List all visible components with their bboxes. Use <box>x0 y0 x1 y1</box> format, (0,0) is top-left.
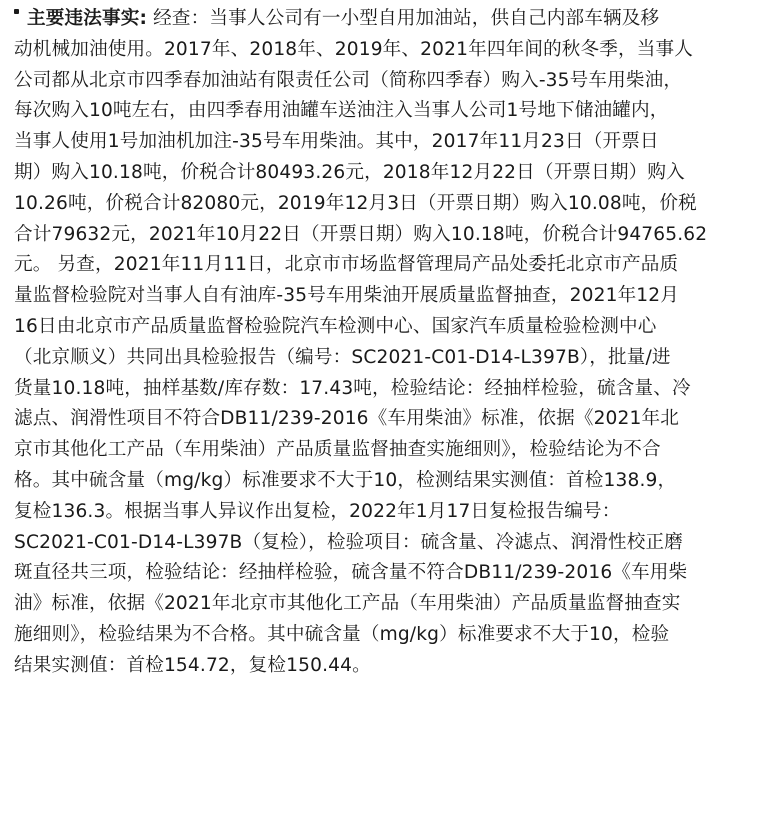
text-line-17: 复检136.3。根据当事人异议作出复检，2022年1月17日复检报告编号： <box>14 500 621 522</box>
text-line-13: 货量10.18吨，抽样基数/库存数：17.43吨，检验结论：经抽样检验，硫含量、冷 <box>14 377 691 399</box>
text-line-10: 量监督检验院对当事人自有油库-35号车用柴油开展质量监督抽查，2021年12月 <box>14 285 680 307</box>
text-line-3: 公司都从北京市四季春加油站有限责任公司（简称四季春）购入-35号车用柴油， <box>14 69 683 91</box>
bullet-icon <box>14 9 19 14</box>
text-line-18: SC2021-C01-D14-L397B（复检），检验项目：硫含量、冷滤点、润滑性校正磨 <box>14 531 684 553</box>
text-line-5: 当事人使用1号加油机加注-35号车用柴油。其中，2017年11月23日（开票日 <box>14 131 659 153</box>
text-line-15: 京市其他化工产品（车用柴油）产品质量监督抽查实施细则》，检验结论为不合 <box>14 439 661 461</box>
text-line-11: 16日由北京市产品质量监督检验院汽车检测中心、国家汽车质量检验检测中心 <box>14 315 657 337</box>
text-line-20: 油》标准，依据《2021年北京市其他化工产品（车用柴油）产品质量监督抽查实 <box>14 593 681 615</box>
violation-facts-paragraph <box>14 4 766 682</box>
text-line-9: 元。 另查，2021年11月11日，北京市市场监督管理局产品处委托北京市产品质 <box>14 254 679 276</box>
text-line-8: 合计79632元，2021年10月22日（开票日期）购入10.18吨，价税合计94765.62 <box>14 223 708 245</box>
text-line-4: 每次购入10吨左右，由四季春用油罐车送油注入当事人公司1号地下储油罐内， <box>14 100 669 122</box>
text-line-14: 滤点、润滑性项目不符合DB11/239-2016《车用柴油》标准，依据《2021年北 <box>14 408 679 430</box>
text-line-16: 格。其中硫含量（mg/kg）标准要求不大于10，检测结果实测值：首检138.9， <box>14 469 677 491</box>
text-line-1 <box>14 4 766 35</box>
text-line-7: 10.26吨，价税合计82080元，2019年12月3日（开票日期）购入10.08吨，价税 <box>14 192 697 214</box>
text-line-2: 动机械加油使用。2017年、2018年、2019年、2021年四年间的秋冬季，当事人 <box>14 38 694 60</box>
text-line-19: 斑直径共三项，检验结论：经抽样检验，硫含量不符合DB11/239-2016《车用柴 <box>14 562 688 584</box>
text-line-22: 结果实测值：首检154.72，复检150.44。 <box>14 654 371 676</box>
text-line-6: 期）购入10.18吨，价税合计80493.26元，2018年12月22日（开票日期）购入 <box>14 161 685 183</box>
text-line-12: （北京顺义）共同出具检验报告（编号：SC2021-C01-D14-L397B），批量/进 <box>14 346 671 368</box>
section-label: 主要违法事实: <box>27 8 148 29</box>
text-line-content: 经查：当事人公司有一小型自用加油站，供自己内部车辆及移 <box>153 8 660 29</box>
text-line-21: 施细则》，检验结果为不合格。其中硫含量（mg/kg）标准要求不大于10，检验 <box>14 623 670 645</box>
